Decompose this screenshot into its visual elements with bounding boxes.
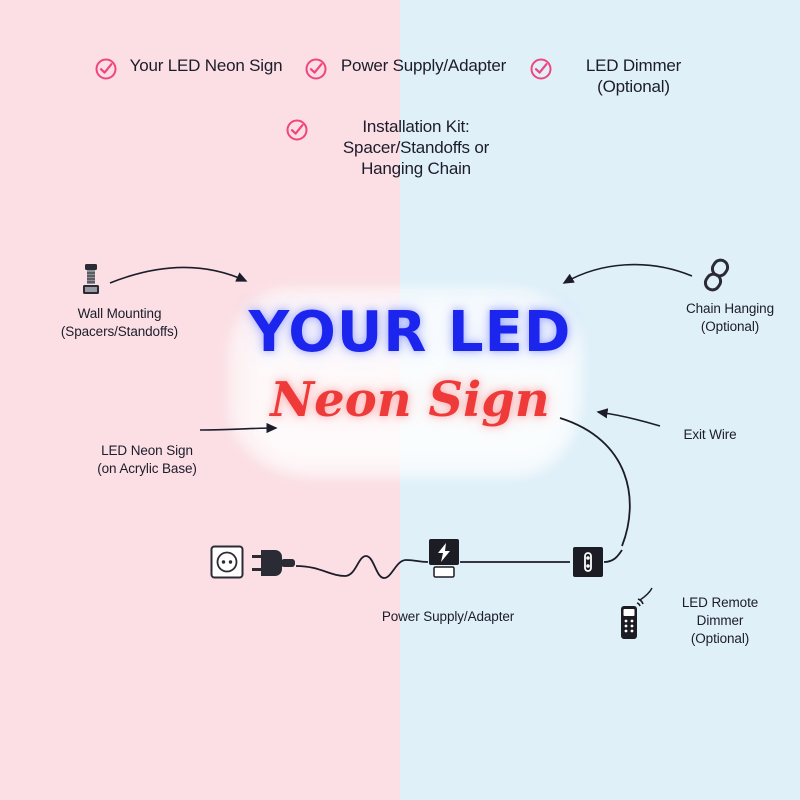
power-plug-icon <box>250 545 302 586</box>
check-circle-icon <box>94 57 118 86</box>
checklist-item-label: Power Supply/Adapter <box>340 56 507 75</box>
checklist-item-installation-kit <box>285 116 515 180</box>
checklist-item-power-supply <box>304 55 511 86</box>
callout-led-neon-sign <box>52 442 242 478</box>
check-circle-icon <box>285 118 309 147</box>
callout-line-2: Dimmer <box>696 613 744 629</box>
check-circle-icon <box>304 57 328 86</box>
callout-chain-hanging <box>645 300 800 336</box>
callout-line-2: (on Acrylic Base) <box>97 461 197 477</box>
checklist-item-neon-sign <box>94 55 286 86</box>
callout-wall-mounting <box>22 305 217 341</box>
callout-line-1: Power Supply/Adapter <box>381 609 515 624</box>
adapter-box-icon <box>428 538 460 591</box>
checklist-item-label: LED Dimmer (Optional) <box>585 56 682 97</box>
neon-sign-line-2: Neon Sign <box>270 372 550 428</box>
checklist-item-label: Your LED Neon Sign <box>129 56 283 75</box>
callout-line-1: Exit Wire <box>683 427 737 442</box>
dimmer-box-icon <box>572 546 604 583</box>
neon-sign-line-1: YOUR LED <box>248 300 572 365</box>
callout-line-2: (Spacers/Standoffs) <box>60 324 179 340</box>
callout-line-1: Wall Mounting <box>77 306 162 321</box>
callout-line-1: LED Remote <box>681 595 759 610</box>
chain-link-icon <box>700 258 734 299</box>
callout-exit-wire <box>650 426 770 444</box>
callout-led-remote-dimmer <box>640 594 800 649</box>
callout-line-1: LED Neon Sign <box>101 443 193 458</box>
check-circle-icon <box>529 57 553 86</box>
callout-line-2: (Optional) <box>700 319 760 335</box>
checklist <box>0 55 800 179</box>
checklist-item-label: Installation Kit: Spacer/Standoffs or Hanging Chain <box>342 116 490 178</box>
wall-socket-icon <box>210 545 244 584</box>
callout-line-3: (Optional) <box>690 631 750 647</box>
checklist-item-led-dimmer <box>529 55 706 98</box>
screw-bolt-icon <box>78 262 104 307</box>
callout-power-supply <box>348 608 548 626</box>
callout-line-1: Chain Hanging <box>685 301 774 316</box>
